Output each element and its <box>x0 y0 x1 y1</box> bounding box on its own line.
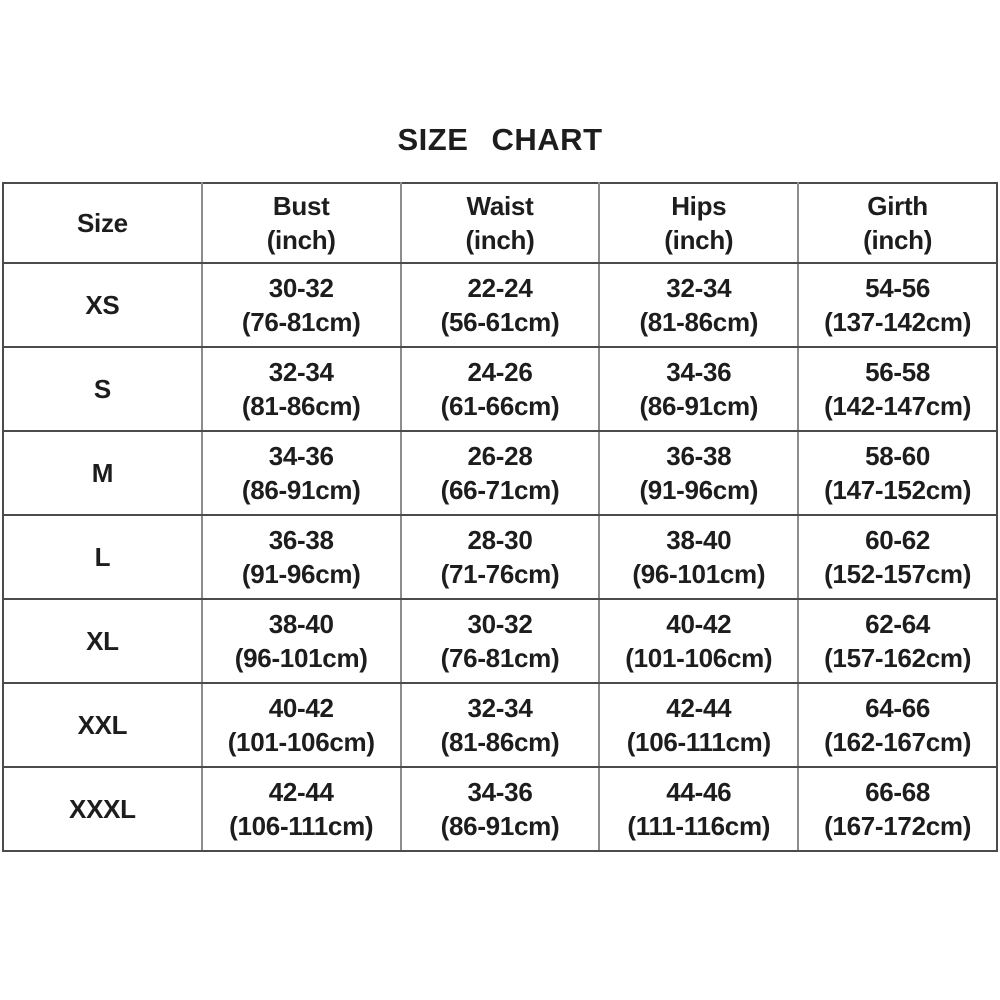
bust-cm-value: (81-86cm) <box>241 391 361 421</box>
waist-cell <box>401 263 600 347</box>
hips-inch-value: 44-46 <box>666 777 732 807</box>
hips-inch-value: 42-44 <box>666 693 732 723</box>
header-row <box>3 183 997 263</box>
bust-inch-value: 34-36 <box>268 441 334 471</box>
waist-cell <box>401 599 600 683</box>
waist-cm-value: (76-81cm) <box>440 643 560 673</box>
hips-cm-value: (111-116cm) <box>627 811 771 841</box>
girth-cell <box>798 515 997 599</box>
waist-cm-value: (81-86cm) <box>440 727 560 757</box>
bust-cm-value: (101-106cm) <box>227 727 375 757</box>
hips-cell <box>599 263 798 347</box>
hips-cell <box>599 767 798 851</box>
bust-cell <box>202 263 401 347</box>
column-header-girth <box>798 183 997 263</box>
hips-cm-value: (81-86cm) <box>639 307 759 337</box>
hips-inch-value: 32-34 <box>666 273 732 303</box>
table-row-s <box>3 347 997 431</box>
waist-inch-value: 26-28 <box>467 441 533 471</box>
girth-cm-value: (142-147cm) <box>824 391 972 421</box>
size-label: XS <box>3 263 202 347</box>
size-chart-table <box>2 182 998 852</box>
hips-cell <box>599 683 798 767</box>
waist-cm-value: (86-91cm) <box>440 811 560 841</box>
girth-inch-value: 58-60 <box>865 441 931 471</box>
table-row-xs <box>3 263 997 347</box>
column-header-label: Waist <box>466 191 534 221</box>
hips-cell <box>599 347 798 431</box>
bust-cm-value: (91-96cm) <box>241 559 361 589</box>
column-header-unit: (inch) <box>863 225 933 255</box>
hips-cell <box>599 515 798 599</box>
hips-inch-value: 38-40 <box>666 525 732 555</box>
table-row-xl <box>3 599 997 683</box>
table-row-m <box>3 431 997 515</box>
table-row-xxxl <box>3 767 997 851</box>
girth-cm-value: (147-152cm) <box>824 475 972 505</box>
hips-cm-value: (91-96cm) <box>639 475 759 505</box>
bust-cell <box>202 767 401 851</box>
bust-inch-value: 32-34 <box>268 357 334 387</box>
column-header-bust <box>202 183 401 263</box>
page-title: SIZE CHART <box>397 122 603 157</box>
bust-cell <box>202 515 401 599</box>
hips-cell <box>599 599 798 683</box>
column-header-label: Girth <box>867 191 928 221</box>
column-header-label: Bust <box>272 191 330 221</box>
bust-inch-value: 30-32 <box>268 273 334 303</box>
bust-cm-value: (106-111cm) <box>229 811 374 841</box>
waist-cm-value: (61-66cm) <box>440 391 560 421</box>
size-label: XXL <box>3 683 202 767</box>
girth-cell <box>798 263 997 347</box>
bust-inch-value: 42-44 <box>268 777 334 807</box>
girth-cell <box>798 431 997 515</box>
waist-inch-value: 34-36 <box>467 777 533 807</box>
size-label: XXXL <box>3 767 202 851</box>
girth-cm-value: (157-162cm) <box>824 643 972 673</box>
column-header-unit: (inch) <box>664 225 734 255</box>
hips-cm-value: (86-91cm) <box>639 391 759 421</box>
column-header-waist <box>401 183 600 263</box>
bust-cell <box>202 431 401 515</box>
hips-cm-value: (106-111cm) <box>626 727 771 757</box>
hips-cell <box>599 431 798 515</box>
waist-cell <box>401 683 600 767</box>
girth-inch-value: 54-56 <box>865 273 931 303</box>
table-row-l <box>3 515 997 599</box>
bust-cell <box>202 347 401 431</box>
bust-cm-value: (96-101cm) <box>234 643 368 673</box>
waist-inch-value: 30-32 <box>467 609 533 639</box>
hips-cm-value: (96-101cm) <box>632 559 766 589</box>
bust-cm-value: (76-81cm) <box>241 307 361 337</box>
waist-cell <box>401 347 600 431</box>
waist-cm-value: (71-76cm) <box>440 559 560 589</box>
girth-cm-value: (137-142cm) <box>824 307 972 337</box>
girth-inch-value: 62-64 <box>865 609 931 639</box>
waist-cm-value: (66-71cm) <box>440 475 560 505</box>
waist-inch-value: 24-26 <box>467 357 533 387</box>
waist-cell <box>401 515 600 599</box>
waist-cell <box>401 431 600 515</box>
waist-cm-value: (56-61cm) <box>440 307 560 337</box>
waist-inch-value: 28-30 <box>467 525 533 555</box>
girth-cm-value: (152-157cm) <box>824 559 972 589</box>
girth-cm-value: (162-167cm) <box>824 727 972 757</box>
bust-inch-value: 40-42 <box>268 693 334 723</box>
girth-cell <box>798 599 997 683</box>
girth-inch-value: 60-62 <box>865 525 931 555</box>
bust-cell <box>202 683 401 767</box>
size-label: L <box>3 515 202 599</box>
column-header-hips <box>599 183 798 263</box>
waist-inch-value: 22-24 <box>467 273 533 303</box>
size-label: M <box>3 431 202 515</box>
hips-inch-value: 34-36 <box>666 357 732 387</box>
size-label: XL <box>3 599 202 683</box>
girth-cell <box>798 347 997 431</box>
bust-inch-value: 36-38 <box>268 525 334 555</box>
girth-inch-value: 64-66 <box>865 693 931 723</box>
waist-inch-value: 32-34 <box>467 693 533 723</box>
size-label: S <box>3 347 202 431</box>
column-header-label: Hips <box>671 191 727 221</box>
hips-inch-value: 40-42 <box>666 609 732 639</box>
waist-cell <box>401 767 600 851</box>
column-header-unit: (inch) <box>465 225 535 255</box>
girth-cell <box>798 767 997 851</box>
hips-inch-value: 36-38 <box>666 441 732 471</box>
column-header-unit: (inch) <box>266 225 336 255</box>
bust-cell <box>202 599 401 683</box>
bust-cm-value: (86-91cm) <box>241 475 361 505</box>
column-header-label: Size <box>76 208 128 238</box>
bust-inch-value: 38-40 <box>268 609 334 639</box>
hips-cm-value: (101-106cm) <box>625 643 773 673</box>
girth-inch-value: 56-58 <box>865 357 931 387</box>
girth-cell <box>798 683 997 767</box>
girth-inch-value: 66-68 <box>865 777 931 807</box>
table-row-xxl <box>3 683 997 767</box>
girth-cm-value: (167-172cm) <box>824 811 972 841</box>
column-header-size <box>3 183 202 263</box>
